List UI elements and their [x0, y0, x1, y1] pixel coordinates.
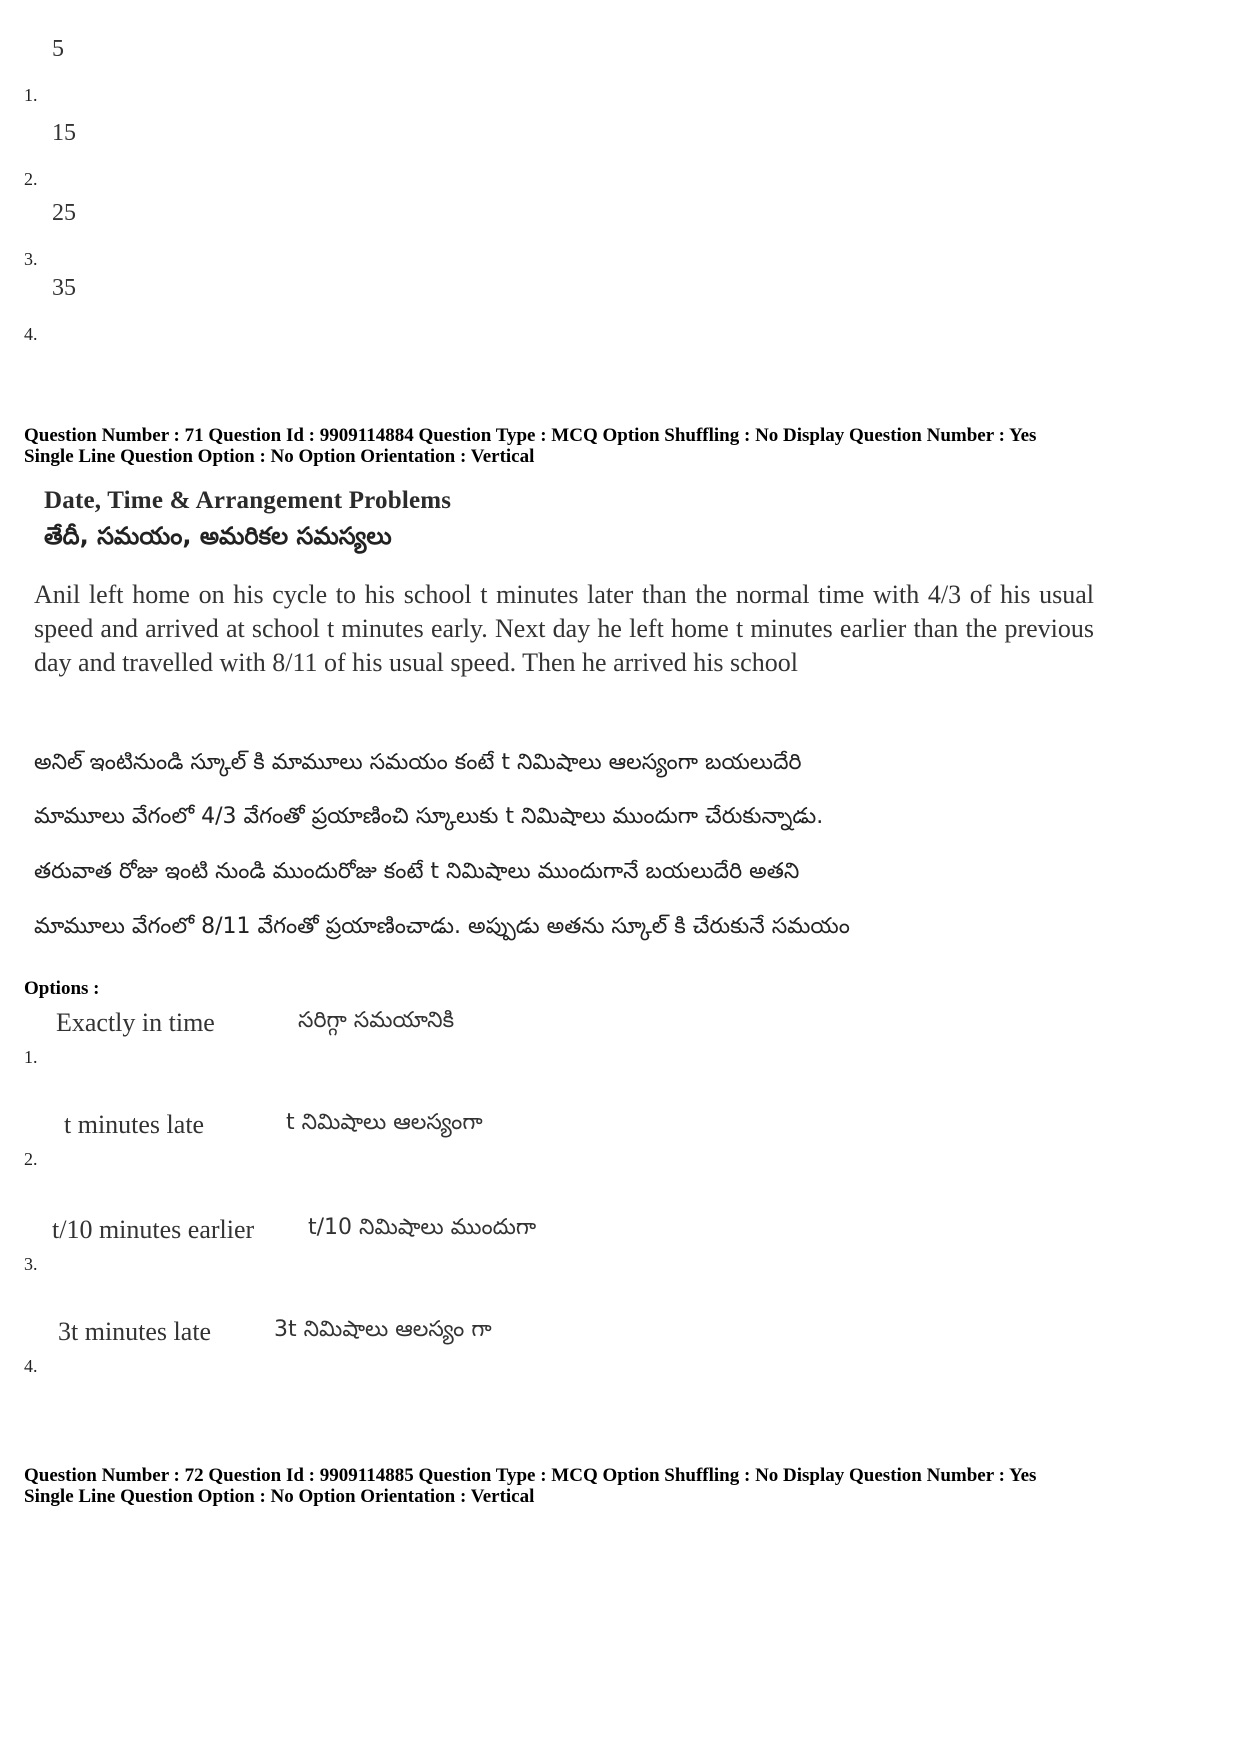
option-number: 2.	[24, 169, 38, 189]
question-meta-line-1: Question Number : 72 Question Id : 9909114885 Question Type : MCQ Option Shuffling : No Display Question Number : Yes	[24, 1465, 1037, 1486]
option-value: 25	[52, 200, 76, 226]
question-text-telugu-line: మామూలు వేగంలో 4/3 వేగంతో ప్రయాణించి స్కూలుకు t నిమిషాలు ముందుగా చేరుకున్నాడు.	[34, 804, 824, 829]
option-value: 35	[52, 275, 76, 301]
option-1	[24, 1008, 824, 1068]
prev-option-3	[24, 200, 324, 270]
question-text-telugu-line: మామూలు వేగంలో 8/11 వేగంతో ప్రయాణించాడు. అప్పుడు అతను స్కూల్ కి చేరుకునే సమయం	[34, 914, 850, 939]
question-text-telugu-line: తరువాత రోజు ఇంటి నుండి ముందురోజు కంటే t నిమిషాలు ముందుగానే బయలుదేరి అతని	[34, 859, 800, 884]
option-number: 4.	[24, 324, 38, 344]
prev-option-2	[24, 120, 324, 190]
question-text-telugu-line: అనిల్ ఇంటినుండి స్కూల్ కి మామూలు సమయం కంటే t నిమిషాలు ఆలస్యంగా బయలుదేరి	[34, 750, 802, 775]
option-text-telugu: t/10 నిమిషాలు ముందుగా	[308, 1215, 537, 1240]
question-meta-line-1: Question Number : 71 Question Id : 9909114884 Question Type : MCQ Option Shuffling : No Display Question Number : Yes	[24, 425, 1037, 446]
option-value: 15	[52, 120, 76, 146]
question-topic-heading: Date, Time & Arrangement Problems	[44, 487, 452, 514]
question-meta-line-2: Single Line Question Option : No Option Orientation : Vertical	[24, 1486, 535, 1507]
prev-option-4	[24, 275, 324, 345]
option-number: 2.	[24, 1149, 38, 1169]
option-text-telugu: 3t నిమిషాలు ఆలస్యం గా	[274, 1317, 492, 1342]
option-number: 1.	[24, 85, 38, 105]
option-text-english: t/10 minutes earlier	[52, 1215, 255, 1244]
options-label: Options :	[24, 978, 100, 999]
option-4	[24, 1317, 824, 1377]
option-2	[24, 1110, 824, 1170]
option-text-english: Exactly in time	[56, 1008, 215, 1037]
question-text-english: Anil left home on his cycle to his school t minutes later than the normal time with 4/3 of his usual speed and arrived at school t minutes early. Next day he left home t minutes earlier than the previous day and travelled with 8/11 of his usual speed. Then he arrived his school	[34, 580, 1094, 677]
option-value: 5	[52, 36, 64, 62]
option-text-telugu: సరిగ్గా సమయానికి	[298, 1008, 455, 1033]
option-number: 3.	[24, 249, 38, 269]
option-text-telugu: t నిమిషాలు ఆలస్యంగా	[286, 1110, 483, 1135]
question-topic-heading-telugu: తేదీ, సమయం, అమరికల సమస్యలు	[44, 522, 392, 550]
option-text-english: 3t minutes late	[58, 1317, 212, 1346]
option-3	[24, 1215, 824, 1275]
option-number: 1.	[24, 1047, 38, 1067]
option-text-english: t minutes late	[64, 1110, 205, 1139]
option-number: 4.	[24, 1356, 38, 1376]
option-number: 3.	[24, 1254, 38, 1274]
question-meta-line-2: Single Line Question Option : No Option Orientation : Vertical	[24, 446, 535, 467]
prev-option-1	[24, 36, 324, 106]
